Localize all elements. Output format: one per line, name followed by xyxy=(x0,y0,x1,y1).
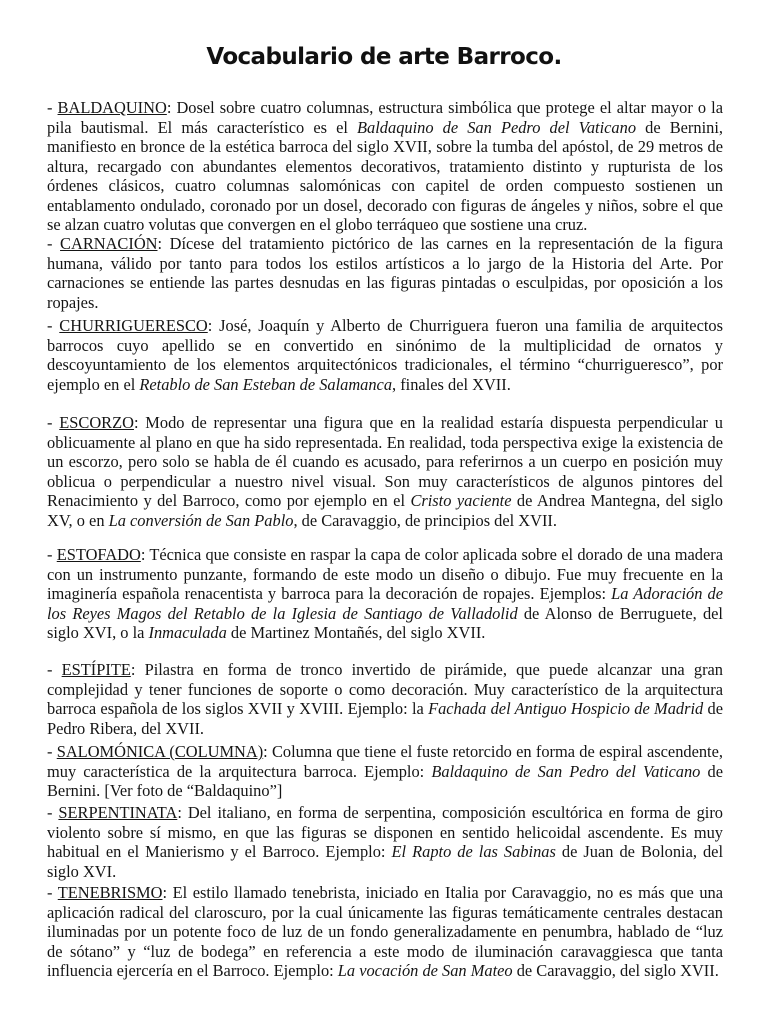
glossary-entry: - ESCORZO: Modo de representar una figura que en la realidad estaría dispuesta perpendicular u oblicuamente al plano en que ha sido representada. En realidad, toda perspectiva exige la existencia de un escorzo, pero solo se habla de él cuando es acusado, para referirnos a un cuerpo en posición muy oblicua o perpendicular a nuestro nivel visual. Son muy característicos de algunos pintores del Renacimiento y del Barroco, como por ejemplo en el Cristo yaciente de Andrea Mantegna, del siglo XV, o en La conversión de San Pablo, de Caravaggio, de principios del XVII. xyxy=(47,413,723,530)
glossary-term: SALOMÓNICA (COLUMNA) xyxy=(56,742,264,761)
artwork-title: La Adoración de los Reyes Magos del Retablo de la Iglesia de Santiago de Valladolid xyxy=(47,584,723,623)
glossary-entry: - CHURRIGUERESCO: José, Joaquín y Alberto de Churriguera fueron una familia de arquitectos barrocos cuyo apellido se en convertido en sinónimo de la multiplicidad de ornatos y descoyuntamiento de los elementos arquitectónicos tradicionales, el término “churrigueresco”, por ejemplo en el Retablo de San Esteban de Salamanca, finales del XVII. xyxy=(47,316,723,394)
page-title: Vocabulario de arte Barroco. xyxy=(206,44,562,70)
glossary-entry: - SALOMÓNICA (COLUMNA): Columna que tiene el fuste retorcido en forma de espiral ascendente, muy característica de la arquitectura barroca. Ejemplo: Baldaquino de San Pedro del Vaticano de Bernini. [Ver foto de “Baldaquino”] xyxy=(47,742,723,800)
definition-text: de Martinez Montañés, del siglo XVII. xyxy=(226,623,486,642)
glossary-entry: - SERPENTINATA: Del italiano, en forma de serpentina, composición escultórica en forma de giro violento sobre sí mismo, en que las figuras se disponen en sentido helicoidal ascendente. Es muy habitual en el Manierismo y el Barroco. Ejemplo: El Rapto de las Sabinas de Juan de Bolonia, del siglo XVI. xyxy=(47,803,723,881)
artwork-title: Baldaquino de San Pedro del Vaticano xyxy=(357,117,637,137)
glossary-entry: - ESTOFADO: Técnica que consiste en raspar la capa de color aplicada sobre el dorado de una madera con un instrumento punzante, formando de este modo un diseño o dibujo. Fue muy frecuente en la imaginería española renacentista y barroca para la decoración de ropajes. Ejemplos: La Adoración de los Reyes Magos del Retablo de la Iglesia de Santiago de Valladolid de Alonso de Berruguete, del siglo XVI, o la Inmaculada de Martinez Montañés, del siglo XVII. xyxy=(47,545,724,642)
definition-text: : Dosel sobre cuatro columnas, estructura simbólica que protege el altar mayor o la pila bautismal. El más característico es el xyxy=(47,98,724,137)
glossary-entry: - BALDAQUINO: Dosel sobre cuatro columnas, estructura simbólica que protege el altar mayor o la pila bautismal. El más característico es el Baldaquino de San Pedro del Vaticano de Bernini, manifiesto en bronce de la estética barroca del siglo XVII, sobre la tumba del apóstol, de 29 metros de altura, recargado con abundantes elementos decorativos, tratamiento distinto y rupturista de los órdenes clásicos, cuatro columnas salomónicas con capitel de orden compuesto sostienen un entablamento ondulado, coronado por un dosel, decorado con figuras de ángeles y niños, sobre el que se alzan cuatro volutas que convergen en el globo terráqueo que sostiene una cruz. xyxy=(47,98,724,234)
glossary-entry: - TENEBRISMO: El estilo llamado tenebrista, iniciado en Italia por Caravaggio, no es más que una aplicación radical del claroscuro, por la cual únicamente las figuras temáticamente centrales destacan iluminadas por un potente foco de luz de un fondo generalizadamente en penumbra, hablado de “luz de sótano” y “luz de bodega” en referencia a este modo de iluminación caravaggiesca que tanta influencia ejercería en el Barroco. Ejemplo: La vocación de San Mateo de Caravaggio, del siglo XVII. xyxy=(47,883,723,980)
glossary-entry: - ESTÍPITE: Pilastra en forma de tronco invertido de pirámide, que puede alcanzar una gran complejidad y tener funciones de soporte o como decoración. Muy característico de la arquitectura barroca española de los siglos XVII y XVIII. Ejemplo: la Fachada del Antiguo Hospicio de Madrid de Pedro Ribera, del XVII. xyxy=(47,660,723,738)
artwork-title: Retablo de San Esteban de Salamanca xyxy=(139,374,393,394)
glossary-term: TENEBRISMO xyxy=(57,883,163,902)
definition-text: : Columna que tiene el fuste retorcido en forma de espiral ascendente, muy característica de la arquitectura barroca. Ejemplo: xyxy=(47,742,723,781)
definition-text: de Bernini, manifiesto en bronce de la estética barroca del siglo XVII, sobre la tumba del apóstol, de 29 metros de altura, recargado con abundantes elementos decorativos, tratamiento distinto y rupturista de los órdenes clásicos, cuatro columnas salomónicas con capitel de orden compuesto sostienen un entablamento ondulado, coronado por un dosel, decorado con figuras de ángeles y niños, sobre el que se alzan cuatro volutas que convergen en el globo terráqueo que sostiene una cruz. xyxy=(47,117,723,234)
definition-text: : Modo de representar una figura que en la realidad estaría dispuesta perpendicular u oblicuamente al plano en que ha sido representada. En realidad, toda perspectiva exige la existencia de un escorzo, pero solo se habla de él cuando es acusado, para referirnos a un cuerpo en posición muy oblicua o perpendicular a nuestro nivel visual. Son muy característicos de algunos pintores del Renacimiento y del Barroco, como por ejemplo en el xyxy=(47,413,723,510)
glossary-term: ESTOFADO xyxy=(56,545,141,564)
definition-text: : Técnica que consiste en raspar la capa de color aplicada sobre el dorado de una madera con un instrumento punzante, formando de este modo un diseño o dibujo. Fue muy frecuente en la imaginería española renacentista y barroca para la decoración de ropajes. Ejemplos: xyxy=(47,545,724,603)
glossary-entry: - CARNACIÓN: Dícese del tratamiento pictórico de las carnes en la representación de la figura humana, válido por tanto para todos los estilos artísticos a lo jargo de la Historia del Arte. Por carnaciones se entiende las partes desnudas en las figuras pintadas o esculpidas, por oposición a los ropajes. xyxy=(47,234,723,312)
definition-text: , finales del XVII. xyxy=(392,374,511,394)
artwork-title: Inmaculada xyxy=(148,623,227,642)
artwork-title: El Rapto de las Sabinas xyxy=(391,842,556,861)
artwork-title: La conversión de San Pablo xyxy=(108,510,294,530)
definition-text: de Pedro Ribera, del XVII. xyxy=(47,699,723,738)
definition-text: , de Caravaggio, de principios del XVII. xyxy=(293,510,557,530)
definition-text: de Alonso de Berruguete, del siglo XVI, o la xyxy=(47,603,723,642)
glossary-term: CHURRIGUERESCO xyxy=(59,316,208,335)
artwork-title: La vocación de San Mateo xyxy=(337,961,513,980)
definition-text: de Bernini. [Ver foto de “Baldaquino”] xyxy=(47,761,723,800)
artwork-title: Cristo yaciente xyxy=(410,491,512,510)
glossary-term: BALDAQUINO xyxy=(57,98,167,117)
artwork-title: Baldaquino de San Pedro del Vaticano xyxy=(431,761,701,781)
definition-text: : Del italiano, en forma de serpentina, composición escultórica en forma de giro violento sobre sí mismo, en que las figuras se disponen en sentido helicoidal ascendente. Es muy habitual en el Manierismo y el Barroco. Ejemplo: xyxy=(47,803,723,861)
glossary-term: ESTÍPITE xyxy=(61,660,131,679)
glossary-term: CARNACIÓN xyxy=(60,234,158,253)
definition-text: : José, Joaquín y Alberto de Churriguera fueron una familia de arquitectos barrocos cuyo apellido se en convertido en sinónimo de la multiplicidad de ornatos y descoyuntamiento de los elementos arquitectónicos tradicionales, el término “churrigueresco”, por ejemplo en el xyxy=(47,316,723,394)
glossary-term: ESCORZO xyxy=(59,413,134,432)
glossary-term: SERPENTINATA xyxy=(58,803,178,822)
definition-text: de Andrea Mantegna, del siglo XV, o en xyxy=(47,491,723,530)
definition-text: : Pilastra en forma de tronco invertido de pirámide, que puede alcanzar una gran complejidad y tener funciones de soporte o como decoración. Muy característico de la arquitectura barroca española de los siglos XVII y XVIII. Ejemplo: la xyxy=(47,660,723,718)
definition-text: de Juan de Bolonia, del siglo XVI. xyxy=(47,842,723,881)
definition-text: : El estilo llamado tenebrista, iniciado en Italia por Caravaggio, no es más que una aplicación radical del claroscuro, por la cual únicamente las figuras temáticamente centrales destacan iluminadas por un potente foco de luz de un fondo generalizadamente en penumbra, hablado de “luz de sótano” y “luz de bodega” en referencia a este modo de iluminación caravaggiesca que tanta influencia ejercería en el Barroco. Ejemplo: xyxy=(47,883,723,980)
definition-text: : Dícese del tratamiento pictórico de las carnes en la representación de la figura humana, válido por tanto para todos los estilos artísticos a lo jargo de la Historia del Arte. Por carnaciones se entiende las partes desnudas en las figuras pintadas o esculpidas, por oposición a los ropajes. xyxy=(47,234,723,312)
definition-text: de Caravaggio, del siglo XVII. xyxy=(512,961,719,980)
artwork-title: Fachada del Antiguo Hospicio de Madrid xyxy=(428,699,704,718)
